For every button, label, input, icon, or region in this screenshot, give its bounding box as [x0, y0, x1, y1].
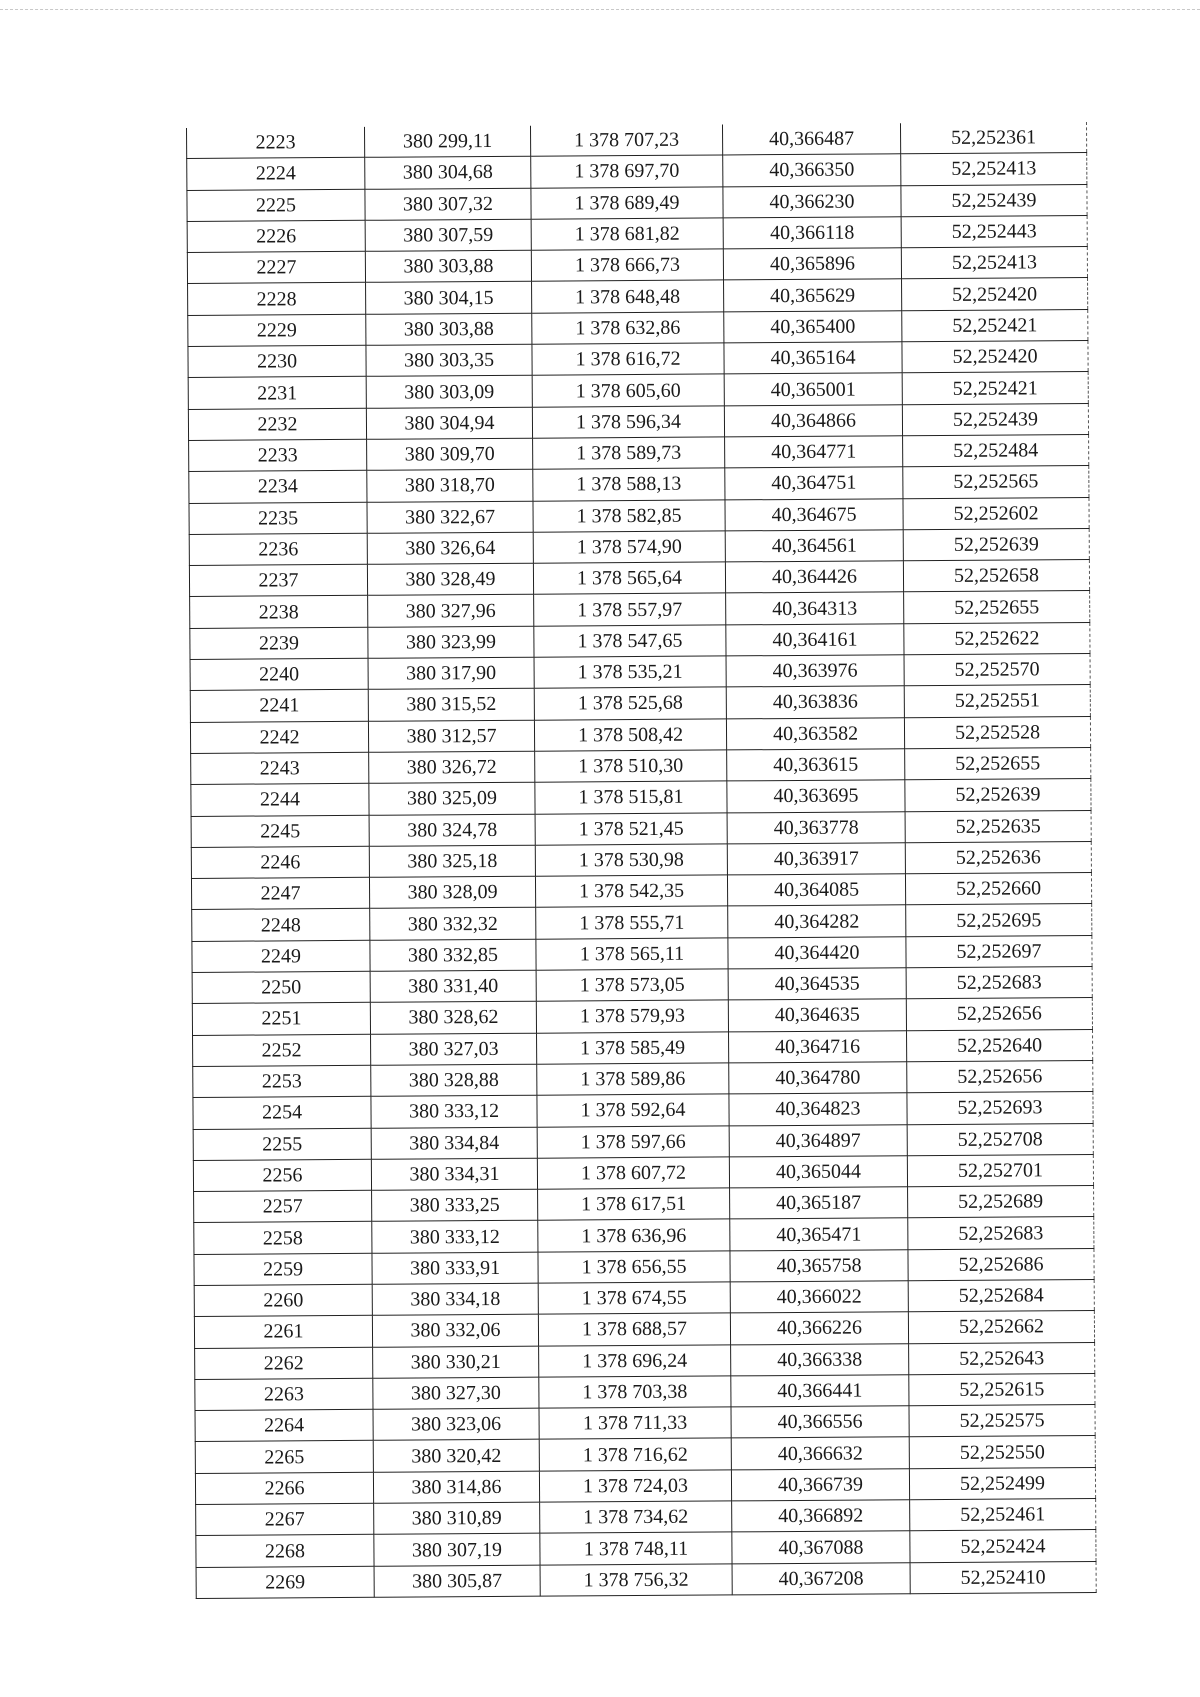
x-coordinate-cell: 380 310,89: [374, 1502, 540, 1534]
latitude-cell: 52,252656: [907, 1060, 1093, 1093]
point-number-cell: 2234: [189, 471, 367, 503]
x-coordinate-cell: 380 305,87: [374, 1565, 540, 1597]
y-coordinate-cell: 1 378 565,11: [536, 938, 728, 971]
longitude-cell: 40,365629: [724, 279, 902, 311]
longitude-cell: 40,366338: [731, 1343, 909, 1375]
x-coordinate-cell: 380 332,85: [370, 939, 536, 971]
point-number-cell: 2250: [192, 971, 370, 1003]
longitude-cell: 40,364635: [728, 999, 906, 1031]
y-coordinate-cell: 1 378 688,57: [538, 1313, 730, 1346]
x-coordinate-cell: 380 312,57: [368, 720, 534, 752]
y-coordinate-cell: 1 378 535,21: [534, 656, 726, 689]
latitude-cell: 52,252697: [906, 935, 1092, 968]
point-number-cell: 2268: [196, 1535, 374, 1567]
longitude-cell: 40,366487: [722, 123, 900, 155]
longitude-cell: 40,366556: [731, 1406, 909, 1438]
point-number-cell: 2235: [189, 502, 367, 534]
x-coordinate-cell: 380 309,70: [367, 438, 533, 470]
point-number-cell: 2261: [194, 1316, 372, 1348]
x-coordinate-cell: 380 333,91: [372, 1252, 538, 1284]
y-coordinate-cell: 1 378 716,62: [539, 1438, 731, 1471]
point-number-cell: 2226: [187, 220, 365, 252]
longitude-cell: 40,363917: [727, 843, 905, 875]
x-coordinate-cell: 380 325,18: [369, 845, 535, 877]
point-number-cell: 2245: [191, 815, 369, 847]
longitude-cell: 40,366632: [731, 1437, 909, 1469]
longitude-cell: 40,363695: [727, 780, 905, 812]
latitude-cell: 52,252550: [909, 1436, 1095, 1469]
x-coordinate-cell: 380 331,40: [370, 970, 536, 1002]
x-coordinate-cell: 380 303,09: [366, 376, 532, 408]
coordinates-table-body: [186, 122, 1096, 1598]
x-coordinate-cell: 380 333,12: [372, 1221, 538, 1253]
y-coordinate-cell: 1 378 711,33: [539, 1407, 731, 1440]
point-number-cell: 2264: [195, 1409, 373, 1441]
latitude-cell: 52,252575: [909, 1405, 1095, 1438]
latitude-cell: 52,252656: [906, 998, 1092, 1031]
point-number-cell: 2247: [191, 877, 369, 909]
longitude-cell: 40,364161: [726, 624, 904, 656]
latitude-cell: 52,252686: [908, 1248, 1094, 1281]
x-coordinate-cell: 380 332,32: [370, 908, 536, 940]
point-number-cell: 2256: [193, 1159, 371, 1191]
x-coordinate-cell: 380 303,88: [365, 250, 531, 282]
x-coordinate-cell: 380 330,21: [373, 1346, 539, 1378]
point-number-cell: 2228: [188, 283, 366, 315]
y-coordinate-cell: 1 378 592,64: [537, 1094, 729, 1127]
longitude-cell: 40,366118: [723, 217, 901, 249]
latitude-cell: 52,252636: [905, 841, 1091, 874]
y-coordinate-cell: 1 378 605,60: [532, 374, 724, 407]
longitude-cell: 40,364771: [725, 436, 903, 468]
longitude-cell: 40,366226: [730, 1312, 908, 1344]
longitude-cell: 40,366892: [732, 1500, 910, 1532]
longitude-cell: 40,366230: [723, 185, 901, 217]
x-coordinate-cell: 380 307,59: [365, 219, 531, 251]
latitude-cell: 52,252461: [910, 1499, 1096, 1532]
latitude-cell: 52,252662: [908, 1311, 1094, 1344]
x-coordinate-cell: 380 320,42: [373, 1440, 539, 1472]
point-number-cell: 2237: [189, 564, 367, 596]
x-coordinate-cell: 380 304,68: [365, 157, 531, 189]
longitude-cell: 40,364282: [728, 905, 906, 937]
longitude-cell: 40,365001: [724, 373, 902, 405]
latitude-cell: 52,252655: [904, 591, 1090, 624]
y-coordinate-cell: 1 378 525,68: [534, 687, 726, 720]
x-coordinate-cell: 380 324,78: [369, 814, 535, 846]
longitude-cell: 40,364313: [726, 592, 904, 624]
x-coordinate-cell: 380 307,32: [365, 188, 531, 220]
y-coordinate-cell: 1 378 588,13: [533, 468, 725, 501]
x-coordinate-cell: 380 307,19: [374, 1534, 540, 1566]
point-number-cell: 2252: [193, 1034, 371, 1066]
x-coordinate-cell: 380 327,30: [373, 1377, 539, 1409]
latitude-cell: 52,252413: [901, 247, 1087, 280]
longitude-cell: 40,364866: [724, 404, 902, 436]
y-coordinate-cell: 1 378 734,62: [540, 1501, 732, 1534]
y-coordinate-cell: 1 378 579,93: [536, 1000, 728, 1033]
latitude-cell: 52,252420: [902, 278, 1088, 311]
x-coordinate-cell: 380 328,62: [370, 1002, 536, 1034]
y-coordinate-cell: 1 378 632,86: [532, 312, 724, 345]
y-coordinate-cell: 1 378 616,72: [532, 343, 724, 376]
y-coordinate-cell: 1 378 724,03: [539, 1470, 731, 1503]
latitude-cell: 52,252413: [901, 153, 1087, 186]
y-coordinate-cell: 1 378 515,81: [535, 781, 727, 814]
y-coordinate-cell: 1 378 510,30: [535, 750, 727, 783]
longitude-cell: 40,365044: [729, 1156, 907, 1188]
point-number-cell: 2246: [191, 846, 369, 878]
scan-edge-line: [0, 9, 1200, 10]
latitude-cell: 52,252410: [910, 1561, 1096, 1594]
longitude-cell: 40,365758: [730, 1249, 908, 1281]
latitude-cell: 52,252570: [904, 654, 1090, 687]
longitude-cell: 40,365400: [724, 311, 902, 343]
latitude-cell: 52,252424: [910, 1530, 1096, 1563]
longitude-cell: 40,366739: [731, 1468, 909, 1500]
longitude-cell: 40,364085: [727, 874, 905, 906]
point-number-cell: 2260: [194, 1284, 372, 1316]
longitude-cell: 40,366022: [730, 1281, 908, 1313]
point-number-cell: 2232: [188, 408, 366, 440]
x-coordinate-cell: 380 299,11: [364, 126, 530, 158]
x-coordinate-cell: 380 303,88: [366, 313, 532, 345]
latitude-cell: 52,252551: [904, 685, 1090, 718]
longitude-cell: 40,366350: [723, 154, 901, 186]
y-coordinate-cell: 1 378 582,85: [533, 499, 725, 532]
y-coordinate-cell: 1 378 508,42: [534, 719, 726, 752]
x-coordinate-cell: 380 315,52: [368, 689, 534, 721]
y-coordinate-cell: 1 378 565,64: [533, 562, 725, 595]
latitude-cell: 52,252499: [909, 1467, 1095, 1500]
point-number-cell: 2244: [191, 784, 369, 816]
longitude-cell: 40,365896: [723, 248, 901, 280]
point-number-cell: 2241: [190, 690, 368, 722]
x-coordinate-cell: 380 303,35: [366, 344, 532, 376]
latitude-cell: 52,252683: [908, 1217, 1094, 1250]
x-coordinate-cell: 380 304,94: [366, 407, 532, 439]
longitude-cell: 40,364561: [725, 530, 903, 562]
y-coordinate-cell: 1 378 597,66: [537, 1125, 729, 1158]
y-coordinate-cell: 1 378 681,82: [531, 218, 723, 251]
x-coordinate-cell: 380 325,09: [369, 782, 535, 814]
point-number-cell: 2239: [190, 627, 368, 659]
latitude-cell: 52,252565: [903, 466, 1089, 499]
y-coordinate-cell: 1 378 648,48: [532, 280, 724, 313]
x-coordinate-cell: 380 314,86: [373, 1471, 539, 1503]
latitude-cell: 52,252622: [904, 622, 1090, 655]
longitude-cell: 40,363615: [727, 749, 905, 781]
latitude-cell: 52,252484: [903, 434, 1089, 467]
longitude-cell: 40,364426: [725, 561, 903, 593]
point-number-cell: 2229: [188, 314, 366, 346]
y-coordinate-cell: 1 378 573,05: [536, 969, 728, 1002]
point-number-cell: 2259: [194, 1253, 372, 1285]
x-coordinate-cell: 380 323,06: [373, 1408, 539, 1440]
latitude-cell: 52,252639: [903, 528, 1089, 561]
y-coordinate-cell: 1 378 530,98: [535, 844, 727, 877]
point-number-cell: 2263: [195, 1378, 373, 1410]
longitude-cell: 40,364535: [728, 968, 906, 1000]
latitude-cell: 52,252640: [907, 1029, 1093, 1062]
point-number-cell: 2251: [192, 1003, 370, 1035]
coordinates-table: [186, 122, 1097, 1599]
longitude-cell: 40,365187: [730, 1187, 908, 1219]
point-number-cell: 2267: [196, 1503, 374, 1535]
point-number-cell: 2266: [195, 1472, 373, 1504]
latitude-cell: 52,252684: [908, 1279, 1094, 1312]
point-number-cell: 2230: [188, 345, 366, 377]
longitude-cell: 40,364823: [729, 1093, 907, 1125]
y-coordinate-cell: 1 378 547,65: [534, 625, 726, 658]
longitude-cell: 40,364751: [725, 467, 903, 499]
latitude-cell: 52,252439: [902, 403, 1088, 436]
x-coordinate-cell: 380 333,25: [372, 1189, 538, 1221]
x-coordinate-cell: 380 334,84: [371, 1127, 537, 1159]
latitude-cell: 52,252708: [907, 1123, 1093, 1156]
x-coordinate-cell: 380 328,49: [367, 563, 533, 595]
y-coordinate-cell: 1 378 589,86: [537, 1063, 729, 1096]
point-number-cell: 2236: [189, 533, 367, 565]
x-coordinate-cell: 380 332,06: [372, 1314, 538, 1346]
x-coordinate-cell: 380 317,90: [368, 657, 534, 689]
x-coordinate-cell: 380 326,72: [369, 751, 535, 783]
x-coordinate-cell: 380 328,88: [371, 1064, 537, 1096]
y-coordinate-cell: 1 378 748,11: [540, 1532, 732, 1565]
longitude-cell: 40,363582: [726, 717, 904, 749]
point-number-cell: 2242: [190, 721, 368, 753]
latitude-cell: 52,252695: [906, 904, 1092, 937]
point-number-cell: 2223: [186, 127, 364, 159]
point-number-cell: 2243: [191, 752, 369, 784]
point-number-cell: 2255: [193, 1128, 371, 1160]
y-coordinate-cell: 1 378 696,24: [539, 1344, 731, 1377]
y-coordinate-cell: 1 378 574,90: [533, 531, 725, 564]
y-coordinate-cell: 1 378 557,97: [534, 593, 726, 626]
y-coordinate-cell: 1 378 666,73: [531, 249, 723, 282]
point-number-cell: 2238: [190, 596, 368, 628]
longitude-cell: 40,363976: [726, 655, 904, 687]
x-coordinate-cell: 380 323,99: [368, 626, 534, 658]
y-coordinate-cell: 1 378 756,32: [540, 1564, 732, 1597]
latitude-cell: 52,252615: [909, 1373, 1095, 1406]
point-number-cell: 2227: [187, 252, 365, 284]
y-coordinate-cell: 1 378 589,73: [533, 437, 725, 470]
table-row: [196, 1561, 1096, 1598]
x-coordinate-cell: 380 334,18: [372, 1283, 538, 1315]
latitude-cell: 52,252421: [902, 372, 1088, 405]
y-coordinate-cell: 1 378 521,45: [535, 812, 727, 845]
x-coordinate-cell: 380 304,15: [366, 282, 532, 314]
x-coordinate-cell: 380 328,09: [369, 876, 535, 908]
point-number-cell: 2248: [192, 909, 370, 941]
y-coordinate-cell: 1 378 703,38: [539, 1376, 731, 1409]
y-coordinate-cell: 1 378 689,49: [531, 187, 723, 220]
longitude-cell: 40,364897: [729, 1124, 907, 1156]
point-number-cell: 2258: [194, 1222, 372, 1254]
point-number-cell: 2265: [195, 1441, 373, 1473]
y-coordinate-cell: 1 378 542,35: [535, 875, 727, 908]
y-coordinate-cell: 1 378 656,55: [538, 1251, 730, 1284]
latitude-cell: 52,252361: [900, 122, 1086, 154]
longitude-cell: 40,366441: [731, 1375, 909, 1407]
point-number-cell: 2257: [194, 1190, 372, 1222]
point-number-cell: 2240: [190, 658, 368, 690]
latitude-cell: 52,252701: [907, 1154, 1093, 1187]
y-coordinate-cell: 1 378 636,96: [538, 1219, 730, 1252]
longitude-cell: 40,365471: [730, 1218, 908, 1250]
y-coordinate-cell: 1 378 697,70: [531, 155, 723, 188]
point-number-cell: 2249: [192, 940, 370, 972]
latitude-cell: 52,252643: [909, 1342, 1095, 1375]
point-number-cell: 2262: [195, 1347, 373, 1379]
latitude-cell: 52,252639: [905, 779, 1091, 812]
point-number-cell: 2269: [196, 1566, 374, 1598]
point-number-cell: 2225: [187, 189, 365, 221]
longitude-cell: 40,364675: [725, 498, 903, 530]
y-coordinate-cell: 1 378 555,71: [536, 906, 728, 939]
x-coordinate-cell: 380 327,03: [371, 1033, 537, 1065]
y-coordinate-cell: 1 378 617,51: [538, 1188, 730, 1221]
latitude-cell: 52,252420: [902, 341, 1088, 374]
latitude-cell: 52,252421: [902, 309, 1088, 342]
latitude-cell: 52,252439: [901, 184, 1087, 217]
point-number-cell: 2224: [187, 158, 365, 190]
y-coordinate-cell: 1 378 674,55: [538, 1282, 730, 1315]
latitude-cell: 52,252683: [906, 967, 1092, 1000]
x-coordinate-cell: 380 326,64: [367, 532, 533, 564]
longitude-cell: 40,364716: [729, 1030, 907, 1062]
point-number-cell: 2254: [193, 1096, 371, 1128]
latitude-cell: 52,252443: [901, 215, 1087, 248]
x-coordinate-cell: 380 334,31: [371, 1158, 537, 1190]
latitude-cell: 52,252602: [903, 497, 1089, 530]
longitude-cell: 40,363778: [727, 811, 905, 843]
point-number-cell: 2233: [189, 439, 367, 471]
latitude-cell: 52,252660: [905, 873, 1091, 906]
longitude-cell: 40,364420: [728, 936, 906, 968]
longitude-cell: 40,364780: [729, 1062, 907, 1094]
y-coordinate-cell: 1 378 607,72: [537, 1157, 729, 1190]
x-coordinate-cell: 380 327,96: [368, 595, 534, 627]
latitude-cell: 52,252658: [903, 560, 1089, 593]
latitude-cell: 52,252528: [904, 716, 1090, 749]
y-coordinate-cell: 1 378 585,49: [537, 1032, 729, 1065]
point-number-cell: 2253: [193, 1065, 371, 1097]
latitude-cell: 52,252693: [907, 1092, 1093, 1125]
y-coordinate-cell: 1 378 596,34: [532, 406, 724, 439]
longitude-cell: 40,367208: [732, 1562, 910, 1594]
latitude-cell: 52,252689: [908, 1186, 1094, 1219]
longitude-cell: 40,365164: [724, 342, 902, 374]
longitude-cell: 40,363836: [726, 686, 904, 718]
x-coordinate-cell: 380 322,67: [367, 501, 533, 533]
longitude-cell: 40,367088: [732, 1531, 910, 1563]
latitude-cell: 52,252635: [905, 810, 1091, 843]
y-coordinate-cell: 1 378 707,23: [530, 124, 722, 156]
latitude-cell: 52,252655: [905, 747, 1091, 780]
x-coordinate-cell: 380 318,70: [367, 469, 533, 501]
point-number-cell: 2231: [188, 377, 366, 409]
x-coordinate-cell: 380 333,12: [371, 1095, 537, 1127]
